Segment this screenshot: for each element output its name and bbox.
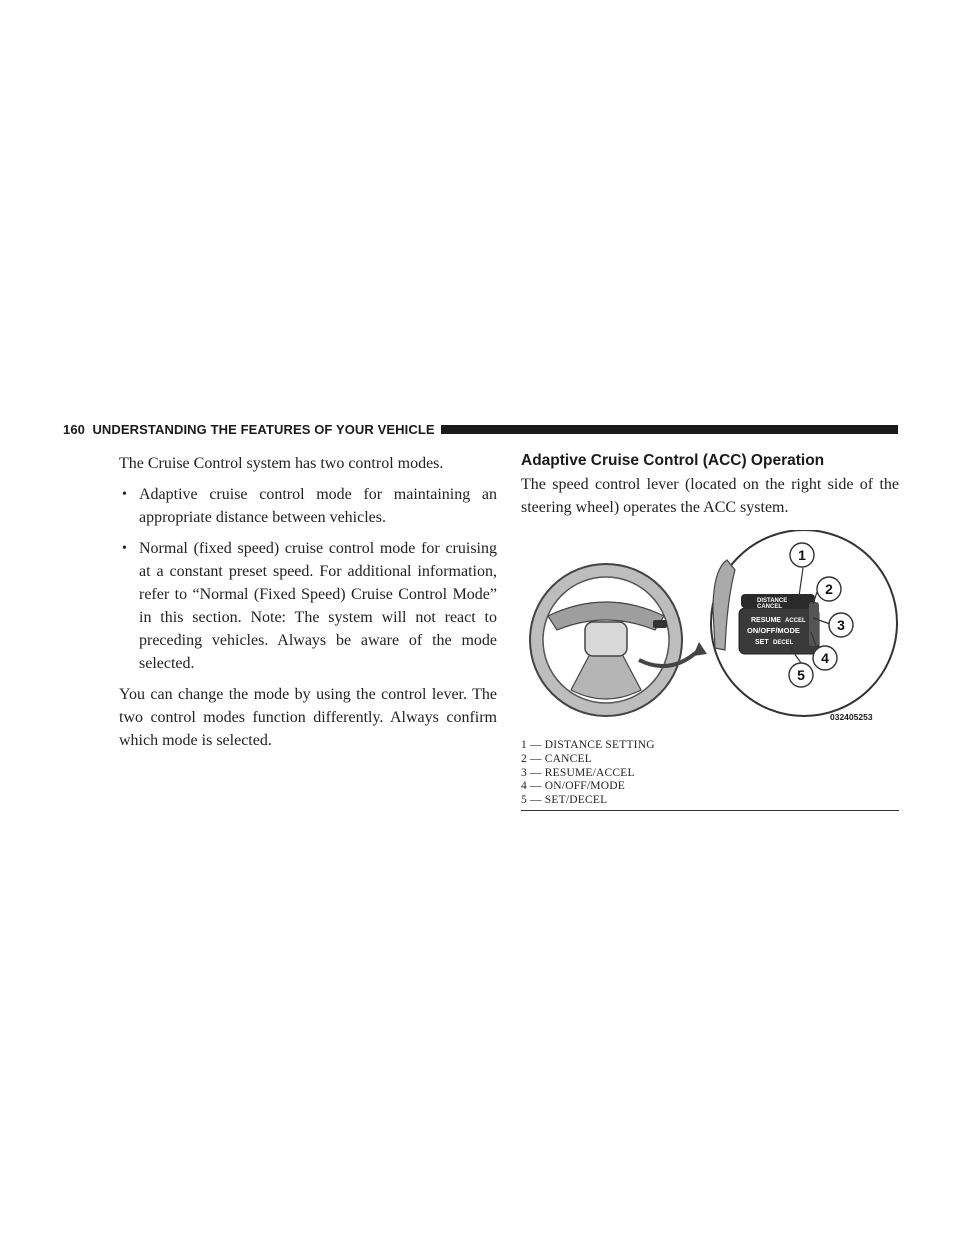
figure-legend — [521, 739, 899, 811]
callout-4: 4 — [821, 650, 829, 666]
legend-item: 5 — SET/DECEL — [521, 794, 608, 807]
lever-label-accel: ACCEL — [785, 618, 806, 624]
mode-change-paragraph: You can change the mode by using the control lever. The two control modes function differently. Always confirm which mode is selected. — [119, 686, 497, 749]
legend-item: 3 — RESUME/ACCEL — [521, 766, 635, 779]
section-title: UNDERSTANDING THE FEATURES OF YOUR VEHICLE — [92, 421, 435, 437]
lever-label-on-off-mode: ON/OFF/MODE — [747, 626, 800, 635]
callout-2: 2 — [825, 581, 833, 597]
intro-paragraph: The Cruise Control system has two control modes. — [119, 455, 444, 472]
list-item — [119, 483, 497, 529]
page-number: 160 — [63, 421, 85, 437]
callout-5: 5 — [797, 667, 805, 683]
acc-section-heading: Adaptive Cruise Control (ACC) Operation — [521, 452, 825, 469]
lever-label-set: SET — [755, 639, 769, 646]
callout-1: 1 — [798, 547, 806, 563]
legend-item: 2 — CANCEL — [521, 752, 592, 765]
mode-list — [119, 483, 497, 675]
lever-label-decel: DECEL — [773, 640, 794, 646]
steering-wheel — [530, 564, 682, 716]
page-header — [63, 421, 898, 437]
lever-label-distance: DISTANCE — [757, 598, 788, 604]
bullet-icon: • — [122, 487, 127, 502]
list-item-text: Adaptive cruise control mode for maintaining an appropriate distance between vehicles. — [139, 486, 497, 526]
lever-label-resume: RESUME — [751, 617, 781, 624]
page-header-text — [63, 422, 435, 437]
list-item — [119, 537, 497, 675]
bullet-icon: • — [122, 541, 127, 556]
right-column — [521, 452, 899, 519]
steering-wheel-illustration — [521, 530, 899, 730]
figure-id: 032405253 — [830, 712, 873, 722]
header-rule — [441, 425, 898, 434]
lever-label-cancel: CANCEL — [757, 604, 782, 610]
legend-item: 1 — DISTANCE SETTING — [521, 739, 655, 751]
left-column — [119, 452, 497, 752]
acc-body-paragraph: The speed control lever (located on the right side of the steering wheel) operates the ACC system. — [521, 476, 899, 516]
legend-item: 4 — ON/OFF/MODE — [521, 780, 625, 793]
callout-3: 3 — [837, 617, 845, 633]
list-item-text: Normal (fixed speed) cruise control mode for cruising at a constant preset speed. For additional information, refer to “Normal (Fixed Speed) Cruise Control Mode” in this section. Note: The system will not react to preceding vehicles. Always be aware of the mode selected. — [139, 540, 497, 672]
